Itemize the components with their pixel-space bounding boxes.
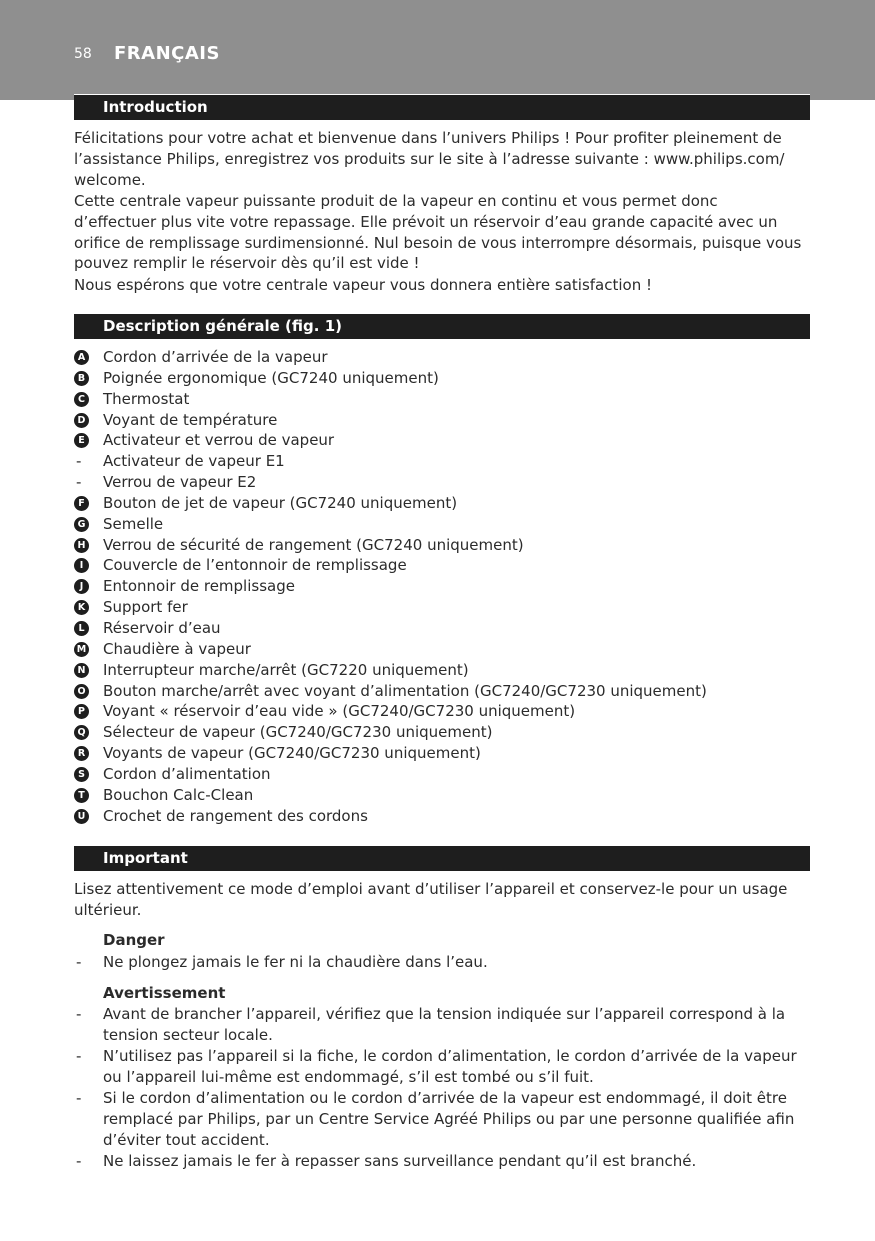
list-item-text: Bouchon Calc-Clean	[103, 785, 254, 804]
list-item-text: Sélecteur de vapeur (GC7240/GC7230 uniquement)	[103, 723, 493, 742]
letter-badge: M	[74, 642, 89, 657]
intro-paragraph-2: Cette centrale vapeur puissante produit de la vapeur en continu et vous permet donc d’effectuer plus vite votre repassage. Elle prévoit un réservoir d’eau grande capacité avec un orifice de remplissage surdimensionné. Nul besoin de vous interrompre désormais, puisque vous pouvez remplir le réservoir dès qu’il est vide !	[74, 192, 802, 273]
language-title: FRANÇAIS	[114, 43, 220, 64]
letter-badge: G	[74, 517, 89, 532]
list-item	[74, 743, 814, 764]
list-item-text: Couvercle de l’entonnoir de remplissage	[103, 556, 407, 575]
list-item	[74, 368, 814, 389]
list-item-text: Poignée ergonomique (GC7240 uniquement)	[103, 368, 439, 387]
letter-badge: E	[74, 433, 89, 448]
warning-item	[74, 1151, 804, 1172]
list-item	[74, 701, 814, 722]
letter-badge: C	[74, 392, 89, 407]
letter-badge: I	[74, 558, 89, 573]
list-item	[74, 493, 814, 514]
list-item-text: Verrou de sécurité de rangement (GC7240 uniquement)	[103, 535, 524, 554]
list-item	[74, 597, 814, 618]
list-item	[74, 764, 814, 785]
list-item-text: Réservoir d’eau	[103, 618, 221, 637]
letter-badge: L	[74, 621, 89, 636]
list-item-text: Support fer	[103, 598, 188, 617]
warning-heading: Avertissement	[103, 984, 226, 1002]
warning-item-text: N’utilisez pas l’appareil si la fiche, le cordon d’alimentation, le cordon d’arrivée de la vapeur ou l’appareil lui-même est endommagé, s’il est tombé ou s’il fuit.	[103, 1047, 797, 1086]
important-intro: Lisez attentivement ce mode d’emploi avant d’utiliser l’appareil et conservez-le pour un usage ultérieur.	[74, 880, 788, 919]
letter-badge: J	[74, 579, 89, 594]
dash-marker: -	[76, 953, 82, 971]
letter-badge: P	[74, 704, 89, 719]
dash-marker: -	[76, 1047, 82, 1065]
list-item	[74, 535, 814, 556]
letter-badge: D	[74, 413, 89, 428]
list-item	[74, 576, 814, 597]
dash-marker: -	[76, 1152, 82, 1170]
list-item	[74, 555, 814, 576]
warning-item-text: Avant de brancher l’appareil, vérifiez que la tension indiquée sur l’appareil correspond à la tension secteur locale.	[103, 1005, 786, 1044]
section-title: Important	[103, 849, 188, 867]
list-item	[74, 639, 814, 660]
parts-list	[74, 347, 814, 826]
intro-paragraph-3: Nous espérons que votre centrale vapeur vous donnera entière satisfaction !	[74, 276, 652, 294]
dash-marker: -	[76, 452, 82, 471]
list-item	[74, 430, 814, 451]
letter-badge: R	[74, 746, 89, 761]
section-header-introduction	[74, 94, 810, 120]
list-item-text: Bouton marche/arrêt avec voyant d’alimentation (GC7240/GC7230 uniquement)	[103, 681, 707, 700]
dash-marker: -	[76, 1089, 82, 1107]
section-title: Introduction	[103, 98, 208, 116]
danger-item	[74, 952, 804, 973]
list-item	[74, 785, 814, 806]
danger-item-text: Ne plongez jamais le fer ni la chaudière dans l’eau.	[103, 953, 488, 971]
section-title: Description générale (fig. 1)	[103, 317, 342, 335]
page-header	[0, 0, 875, 100]
section-header-description	[74, 313, 810, 339]
list-item-text: Thermostat	[103, 389, 190, 408]
dash-marker: -	[76, 473, 82, 492]
letter-badge: F	[74, 496, 89, 511]
warning-item	[74, 1088, 804, 1151]
letter-badge: H	[74, 538, 89, 553]
letter-badge: T	[74, 788, 89, 803]
letter-badge: S	[74, 767, 89, 782]
list-item	[74, 451, 814, 472]
warning-item-text: Ne laissez jamais le fer à repasser sans surveillance pendant qu’il est branché.	[103, 1152, 697, 1170]
warning-item	[74, 1004, 804, 1046]
section-header-important	[74, 845, 810, 871]
list-item-text: Activateur de vapeur E1	[103, 452, 285, 471]
list-item-text: Crochet de rangement des cordons	[103, 806, 368, 825]
letter-badge: A	[74, 350, 89, 365]
list-item-text: Bouton de jet de vapeur (GC7240 uniquement)	[103, 493, 458, 512]
letter-badge: B	[74, 371, 89, 386]
list-item-text: Chaudière à vapeur	[103, 639, 251, 658]
list-item-text: Voyants de vapeur (GC7240/GC7230 uniquement)	[103, 744, 481, 763]
list-item-text: Semelle	[103, 514, 164, 533]
list-item-text: Activateur et verrou de vapeur	[103, 431, 335, 450]
list-item-text: Voyant « réservoir d’eau vide » (GC7240/GC7230 uniquement)	[103, 702, 576, 721]
list-item	[74, 347, 814, 368]
list-item	[74, 618, 814, 639]
warning-item	[74, 1046, 804, 1088]
letter-badge: O	[74, 684, 89, 699]
list-item	[74, 514, 814, 535]
letter-badge: K	[74, 600, 89, 615]
list-item-text: Cordon d’alimentation	[103, 764, 271, 783]
page-number: 58	[74, 46, 92, 62]
warning-item-text: Si le cordon d’alimentation ou le cordon d’arrivée de la vapeur est endommagé, il doit être remplacé par Philips, par un Centre Service Agréé Philips ou par une personne qualifiée afin d’éviter tout accident.	[103, 1089, 795, 1149]
list-item	[74, 389, 814, 410]
list-item-text: Entonnoir de remplissage	[103, 577, 295, 596]
list-item	[74, 410, 814, 431]
letter-badge: Q	[74, 725, 89, 740]
list-item	[74, 681, 814, 702]
dash-marker: -	[76, 1005, 82, 1023]
danger-heading: Danger	[103, 931, 165, 949]
list-item-text: Verrou de vapeur E2	[103, 473, 257, 492]
list-item-text: Interrupteur marche/arrêt (GC7220 uniquement)	[103, 660, 469, 679]
letter-badge: U	[74, 809, 89, 824]
list-item-text: Cordon d’arrivée de la vapeur	[103, 348, 328, 366]
list-item	[74, 806, 814, 827]
letter-badge: N	[74, 663, 89, 678]
list-item	[74, 722, 814, 743]
intro-paragraph-1: Félicitations pour votre achat et bienvenue dans l’univers Philips ! Pour profiter pleinement de l’assistance Philips, enregistrez vos produits sur le site à l’adresse suivante : www.philips.com/ welcome.	[74, 129, 785, 189]
list-item	[74, 472, 814, 493]
list-item-text: Voyant de température	[103, 410, 278, 429]
list-item	[74, 660, 814, 681]
